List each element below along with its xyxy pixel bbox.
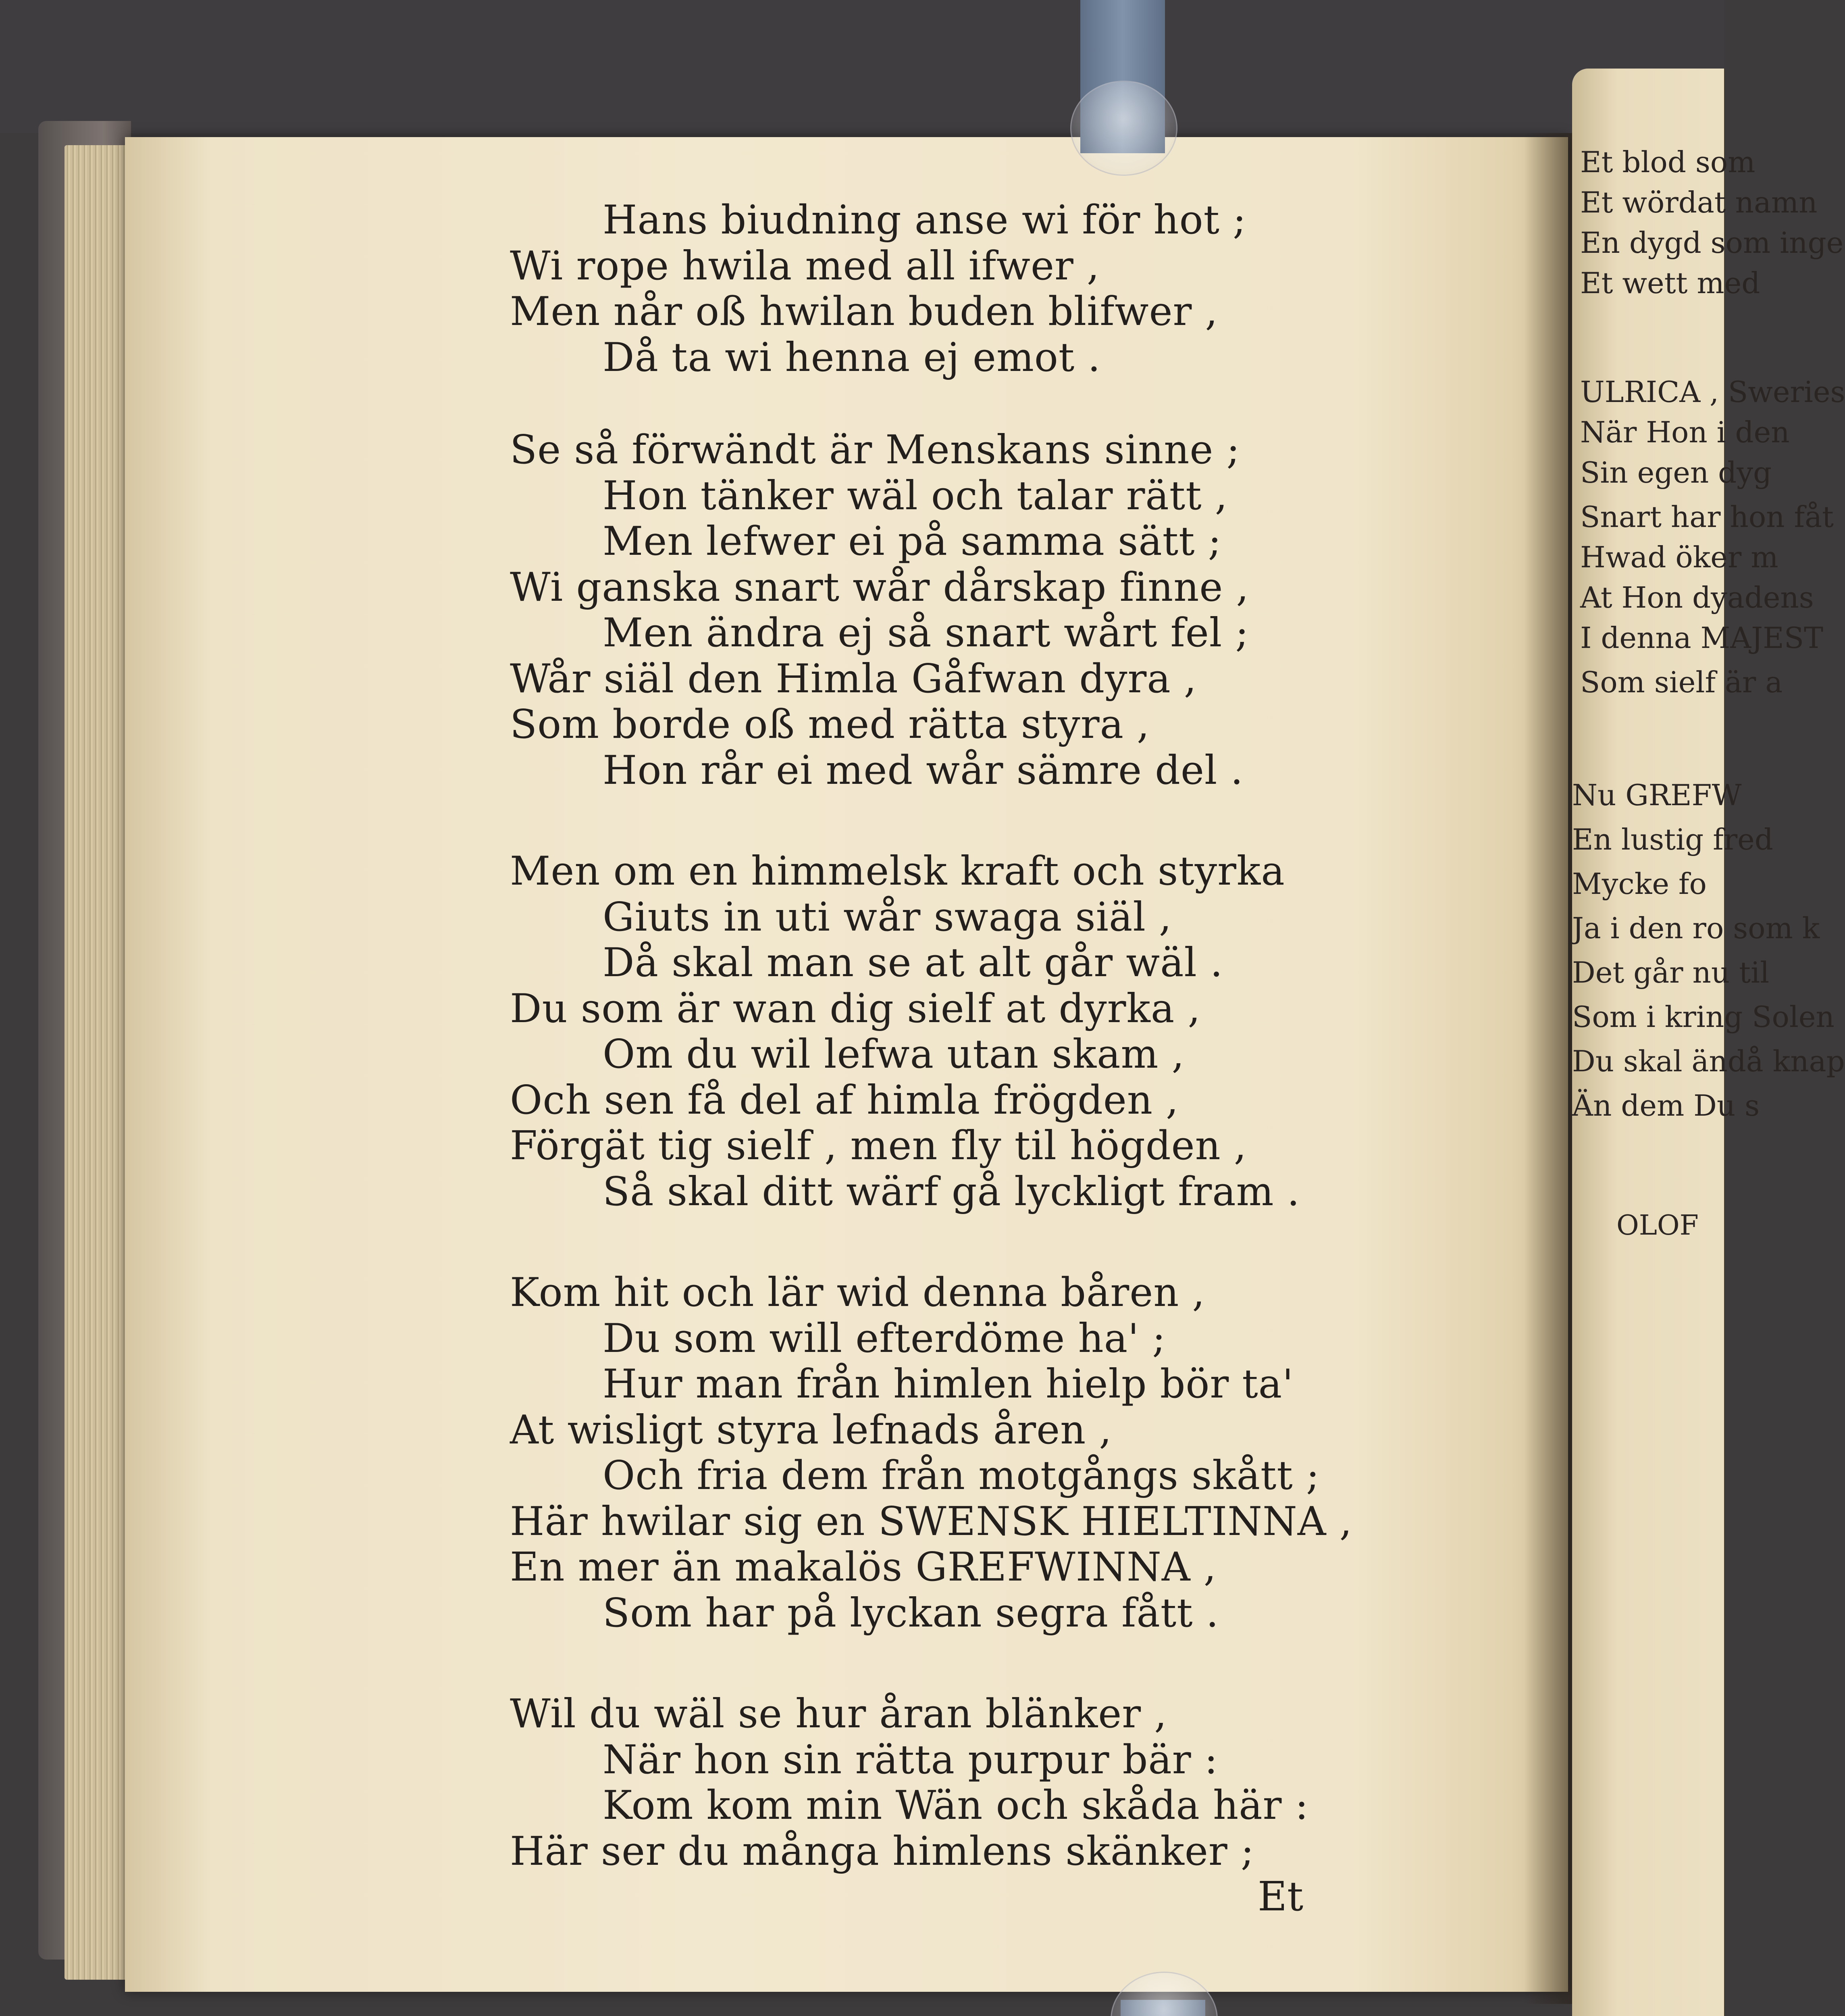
gutter-shadow xyxy=(1524,133,1572,2004)
facing-line: Det går nu til xyxy=(1572,956,1770,989)
verse-line: At wisligt styra lefnads åren , xyxy=(510,1407,1112,1453)
verse-line: Du som är wan dig sielf at dyrka , xyxy=(510,985,1201,1032)
catchword: Et xyxy=(1258,1873,1304,1920)
facing-line: Snart har hon fåt xyxy=(1580,500,1834,534)
verse-line: Förgät tig sielf , men fly til högden , xyxy=(510,1123,1247,1169)
facing-line: När Hon i den xyxy=(1580,415,1790,449)
verse-line: Här hwilar sig en SWENSK HIELTINNA , xyxy=(510,1498,1352,1545)
verse-line: Som borde oß med rätta styra , xyxy=(510,702,1150,748)
facing-line: Som i kring Solen xyxy=(1572,1000,1835,1034)
verse-line: Men når oß hwilan buden blifwer , xyxy=(510,289,1218,335)
facing-line: Sin egen dyg xyxy=(1580,456,1772,489)
verse-line: Men om en himmelsk kraft och styrka xyxy=(510,848,1285,894)
verse-line: Wil du wäl se hur åran blänker , xyxy=(510,1691,1167,1737)
verse-line: Se så förwändt är Menskans sinne ; xyxy=(510,427,1240,473)
verse-line: Giuts in uti wår swaga siäl , xyxy=(603,894,1172,940)
page-edges xyxy=(64,145,133,1980)
verse-line: Så skal ditt wärf gå lyckligt fram . xyxy=(603,1168,1300,1215)
verse-line: Då ta wi henna ej emot . xyxy=(603,334,1101,381)
verse-line: Hans biudning anse wi för hot ; xyxy=(603,197,1247,243)
facing-line: Et wett med xyxy=(1580,266,1760,300)
verse-line: Kom hit och lär wid denna båren , xyxy=(510,1270,1205,1316)
facing-line: OLOF xyxy=(1616,1210,1699,1241)
verse-line: Men ändra ej så snart wårt fel ; xyxy=(603,610,1249,656)
verse-line: En mer än makalös GREFWINNA , xyxy=(510,1544,1217,1590)
verse-line: När hon sin rätta purpur bär : xyxy=(603,1737,1218,1783)
verse-line: Som har på lyckan segra fått . xyxy=(603,1590,1219,1636)
verse-line: Kom kom min Wän och skåda här : xyxy=(603,1783,1309,1829)
verse-line: Då skal man se at alt går wäl . xyxy=(603,940,1223,986)
verse-line: Du som will efterdöme ha' ; xyxy=(603,1315,1166,1362)
verse-line: Om du wil lefwa utan skam , xyxy=(603,1031,1185,1077)
facing-line: Hwad öker m xyxy=(1580,540,1778,574)
facing-line: Nu GREFW xyxy=(1572,778,1742,812)
verse-line: Och sen få del af himla frögden , xyxy=(510,1077,1179,1123)
facing-line: At Hon dyadens xyxy=(1580,581,1814,614)
verse-line: Wår siäl den Himla Gåfwan dyra , xyxy=(510,656,1197,702)
facing-line: ULRICA , Sweries xyxy=(1580,375,1845,409)
verse-line: Och fria dem från motgångs skått ; xyxy=(603,1453,1320,1499)
facing-line: Ja i den ro som k xyxy=(1572,911,1820,945)
facing-page xyxy=(1572,69,1724,2016)
facing-line: En lustig fred xyxy=(1572,823,1773,856)
verse-line: Hon tänker wäl och talar rätt , xyxy=(603,473,1228,519)
verse-line: Men lefwer ei på samma sätt ; xyxy=(603,519,1222,564)
facing-line: Som sielf är a xyxy=(1580,665,1783,699)
verse-line: Här ser du många himlens skänker ; xyxy=(510,1828,1254,1874)
facing-line: Mycke fo xyxy=(1572,867,1707,901)
scan-background xyxy=(0,0,1724,133)
facing-line: Du skal ändå knap xyxy=(1572,1044,1845,1078)
facing-line: I denna MAJEST xyxy=(1580,621,1824,655)
facing-line: En dygd som inge xyxy=(1580,226,1844,260)
verse-line: Wi ganska snart wår dårskap finne , xyxy=(510,564,1249,610)
verse-line: Wi rope hwila med all ifwer , xyxy=(510,243,1100,289)
facing-line: Än dem Du s xyxy=(1572,1089,1760,1123)
facing-line: Et wördat namn xyxy=(1580,185,1818,219)
verse-line: Hur man från himlen hielp bör ta' xyxy=(603,1361,1294,1407)
verse-line: Hon rår ei med wår sämre del . xyxy=(603,747,1244,793)
facing-line: Et blod som xyxy=(1580,145,1756,179)
page-clip-top-weight xyxy=(1070,81,1177,176)
